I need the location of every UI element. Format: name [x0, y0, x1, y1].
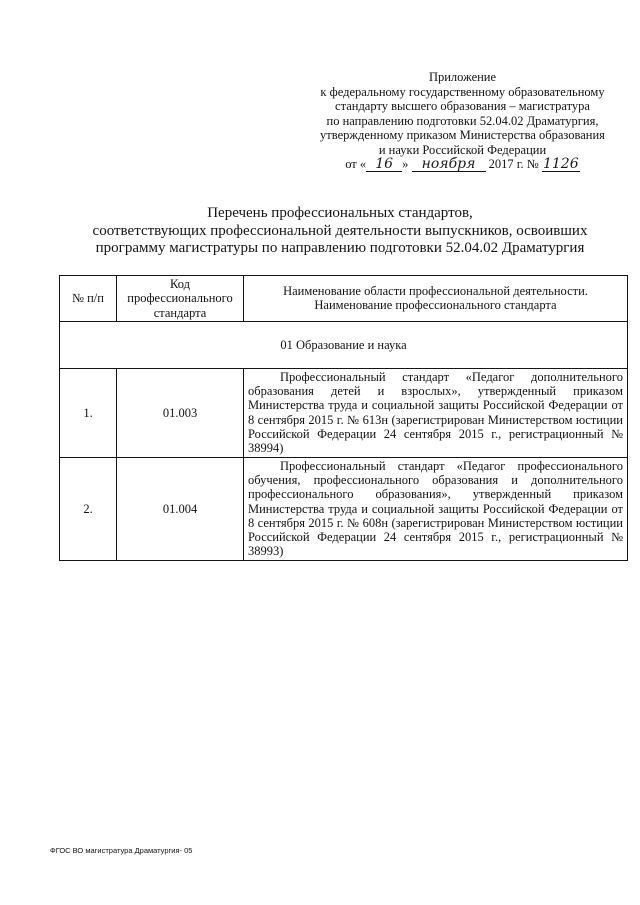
handwritten-month: ноября — [412, 158, 486, 172]
title-line: программу магистратуры по направлению подготовки 52.04.02 Драматургия — [95, 240, 585, 256]
row-standard — [244, 368, 628, 457]
footer-note: ФГОС ВО магистратура Драматургия- 05 — [50, 846, 193, 855]
table-row — [60, 457, 628, 560]
header-number: № п/п — [60, 276, 117, 322]
header-name — [244, 276, 628, 322]
year-part: 2017 г. № — [488, 157, 539, 171]
row-code: 01.003 — [117, 368, 244, 457]
date-prefix: от « — [345, 157, 367, 171]
header-code: Код профессионального стандарта — [117, 276, 244, 322]
title-line: соответствующих профессиональной деятельности выпускников, освоивших — [92, 222, 588, 239]
row-standard-text: Профессиональный стандарт «Педагог профессионального обучения, профессионального образования и дополнительного профессионального образования», утвержденный приказом Министерства труда и социальной защиты Российской Федерации от 8 сентября 2015 г. № 608н (зарегистрирован Министерством юстиции Российской Федерации 24 сентября 2015 г., регистрационный № 38993) — [248, 458, 623, 559]
annex-line: утвержденному приказом Министерства образования — [320, 128, 605, 142]
table-header-row — [60, 276, 628, 322]
annex-line: по направлению подготовки 52.04.02 Драматургия, — [326, 113, 599, 128]
annex-date — [300, 157, 625, 172]
section-row — [60, 321, 628, 368]
title-line: Перечень профессиональных стандартов, — [207, 205, 473, 221]
section-title: 01 Образование и наука — [60, 321, 628, 368]
document-title — [40, 205, 640, 258]
annex-line: и науки Российской Федерации — [378, 142, 547, 157]
header-name-line: Наименование профессионального стандарта — [314, 298, 557, 313]
standards-table — [59, 275, 628, 561]
row-code: 01.004 — [117, 457, 244, 560]
annex-line: Приложение — [428, 70, 497, 84]
row-standard — [244, 457, 628, 560]
month-separator: » — [402, 157, 409, 171]
row-number: 2. — [60, 457, 117, 560]
annex-line: к федеральному государственному образовательному — [320, 84, 605, 99]
handwritten-order-number: 1126 — [542, 156, 579, 172]
header-name-line: Наименование области профессиональной деятельности. — [283, 284, 588, 299]
annex-block — [300, 70, 625, 172]
row-standard-text: Профессиональный стандарт «Педагог дополнительного образования детей и взрослых», утвержденный приказом Министерства труда и социальной защиты Российской Федерации от 8 сентября 2015 г. № 613н (зарегистрирован Министерством юстиции Российской Федерации 24 сентября 2015 г., регистрационный № 38994) — [248, 369, 623, 456]
handwritten-day: 16 — [366, 158, 402, 172]
row-number: 1. — [60, 368, 117, 457]
annex-line: стандарту высшего образования – магистратура — [335, 99, 590, 113]
table-row — [60, 368, 628, 457]
